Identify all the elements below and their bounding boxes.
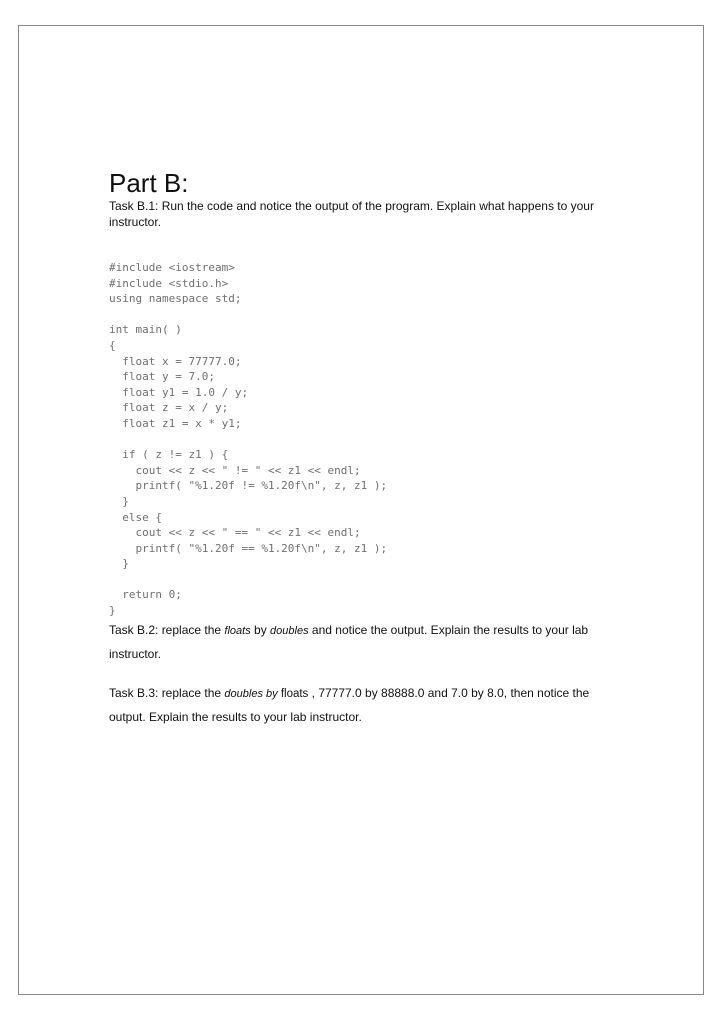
code-line	[109, 572, 629, 588]
code-line: float x = 77777.0;	[109, 354, 242, 368]
code-line: using namespace std;	[109, 292, 242, 306]
task-b3-doubles-by: doubles by	[224, 687, 278, 700]
code-line: printf( "%1.20f == %1.20f\n", z, z1 );	[109, 541, 388, 555]
task-b2-floats: floats	[224, 624, 251, 637]
code-line: #include <stdio.h>	[109, 276, 229, 290]
code-line: printf( "%1.20f != %1.20f\n", z, z1 );	[109, 479, 388, 493]
task-b2-part3: and notice the output. Explain the results to your lab instructor.	[109, 622, 589, 661]
code-line: float y1 = 1.0 / y;	[109, 385, 249, 399]
code-line: else {	[109, 510, 162, 524]
part-heading: Part B:	[109, 168, 189, 198]
code-line: return 0;	[109, 588, 182, 602]
document-body	[109, 168, 629, 729]
task-b2-text	[109, 619, 629, 666]
code-line: #include <iostream>	[109, 261, 235, 274]
task-b2-doubles: doubles	[270, 624, 309, 637]
code-line: {	[109, 338, 116, 352]
task-b1-text: Task B.1: Run the code and notice the output of the program. Explain what happens to your instructor.	[109, 199, 594, 229]
code-line	[109, 307, 629, 323]
code-line: cout << z << " == " << z1 << endl;	[109, 526, 361, 540]
code-line	[109, 432, 629, 448]
code-line: float z = x / y;	[109, 401, 229, 415]
code-line: if ( z != z1 ) {	[109, 448, 229, 462]
task-b2-part1: Task B.2: replace the	[109, 622, 225, 637]
code-line: }	[109, 494, 129, 508]
code-line: }	[109, 604, 116, 618]
task-b3-floats: floats	[277, 687, 309, 700]
code-line: int main( )	[109, 323, 182, 337]
code-block	[109, 260, 629, 619]
task-b3-part2: , 77777.0 by 88888.0 and 7.0 by 8.0, then notice the output. Explain the results to your lab instructor.	[109, 685, 590, 724]
task-b3-text	[109, 682, 629, 729]
task-b3-part1: Task B.3: replace the	[109, 685, 225, 700]
task-b2-part2: by	[250, 622, 271, 637]
code-line: float z1 = x * y1;	[109, 416, 242, 430]
code-line: float y = 7.0;	[109, 370, 215, 384]
code-line: }	[109, 557, 129, 571]
code-line: cout << z << " != " << z1 << endl;	[109, 463, 361, 477]
